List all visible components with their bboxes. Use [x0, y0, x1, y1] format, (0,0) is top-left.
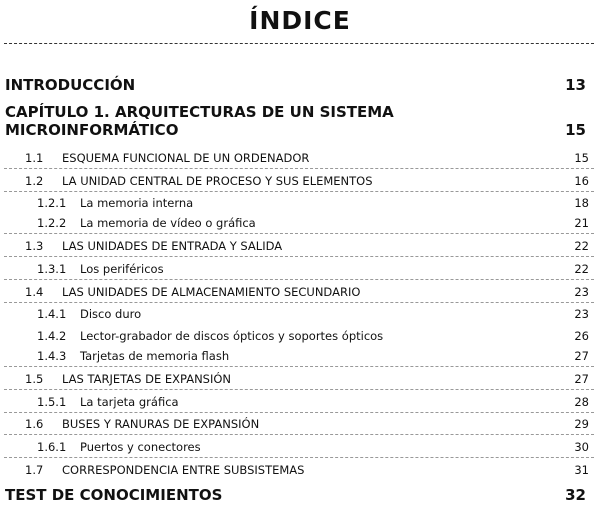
entry-divider	[4, 279, 594, 280]
toc-entry-text: Los periféricos	[80, 262, 164, 276]
toc-entry-page: 26	[574, 329, 589, 343]
toc-entry-page: 16	[574, 174, 589, 188]
toc-entry-1-3[interactable]	[25, 239, 589, 253]
toc-entry-number: 1.4	[25, 285, 44, 299]
toc-entry-1-7[interactable]	[25, 463, 589, 477]
toc-entry-page: 22	[574, 262, 589, 276]
toc-entry-page: 15	[565, 121, 586, 139]
toc-entry-text: TEST DE CONOCIMIENTOS	[5, 486, 223, 504]
toc-entry-1-6-1[interactable]	[37, 440, 589, 454]
toc-entry-number: 1.4.3	[37, 349, 67, 363]
entry-divider	[4, 256, 594, 257]
toc-entry-page: 31	[574, 463, 589, 477]
toc-entry-page: 23	[574, 285, 589, 299]
toc-entry-page: 15	[574, 151, 589, 165]
toc-entry-number: 1.5.1	[37, 395, 67, 409]
toc-entry-text: MICROINFORMÁTICO	[5, 121, 179, 139]
toc-entry-1-4[interactable]	[25, 285, 589, 299]
toc-entry-number: 1.2.2	[37, 216, 67, 230]
toc-entry-1-4-3[interactable]	[37, 349, 589, 363]
toc-entry-1-6[interactable]	[25, 417, 589, 431]
toc-entry-number: 1.3	[25, 239, 44, 253]
toc-entry-1-3-1[interactable]	[37, 262, 589, 276]
toc-entry-page: 21	[574, 216, 589, 230]
toc-entry-text: La tarjeta gráfica	[80, 395, 179, 409]
toc-entry-page: 13	[565, 76, 586, 94]
toc-entry-number: 1.4.2	[37, 329, 67, 343]
toc-entry-page: 23	[574, 307, 589, 321]
entry-divider	[4, 366, 594, 367]
toc-entry-page: 32	[565, 486, 586, 504]
entry-divider	[4, 434, 594, 435]
toc-entry-number: 1.1	[25, 151, 44, 165]
toc-entry-1-4-1[interactable]	[37, 307, 589, 321]
toc-entry-1-4-2[interactable]	[37, 329, 589, 343]
toc-entry-text: Tarjetas de memoria flash	[80, 349, 230, 363]
toc-entry-text: Lector-grabador de discos ópticos y soportes ópticos	[80, 329, 384, 343]
toc-entry-1-2-2[interactable]	[37, 216, 589, 230]
toc-entry-number: 1.4.1	[37, 307, 67, 321]
entry-divider	[4, 389, 594, 390]
toc-entry-text: La memoria de vídeo o gráfica	[80, 216, 256, 230]
toc-entry-number: 1.3.1	[37, 262, 67, 276]
toc-entry-1-1[interactable]	[25, 151, 589, 165]
toc-entry-page: 27	[574, 372, 589, 386]
toc-entry-page: 29	[574, 417, 589, 431]
entry-divider	[4, 457, 594, 458]
entry-divider	[4, 168, 594, 169]
toc-entry-text: La memoria interna	[80, 196, 194, 210]
toc-entry-text: INTRODUCCIÓN	[5, 76, 136, 94]
entry-divider	[4, 233, 594, 234]
toc-entry-chapter1-line1[interactable]: CAPÍTULO 1. ARQUITECTURAS DE UN SISTEMA	[5, 103, 394, 121]
title-divider	[4, 43, 594, 44]
toc-entry-chapter1[interactable]	[5, 121, 586, 139]
toc-entry-text: LAS TARJETAS DE EXPANSIÓN	[62, 372, 232, 386]
toc-entry-text: CORRESPONDENCIA ENTRE SUBSISTEMAS	[62, 463, 305, 477]
toc-entry-text: LA UNIDAD CENTRAL DE PROCESO Y SUS ELEMENTOS	[62, 174, 373, 188]
toc-entry-introduccion[interactable]	[5, 76, 586, 94]
toc-entry-page: 27	[574, 349, 589, 363]
index-title: ÍNDICE	[249, 6, 351, 35]
toc-entry-page: 30	[574, 440, 589, 454]
toc-entry-text: BUSES Y RANURAS DE EXPANSIÓN	[62, 417, 260, 431]
toc-entry-page: 28	[574, 395, 589, 409]
entry-divider	[4, 191, 594, 192]
toc-entry-test[interactable]	[5, 486, 586, 504]
toc-entry-page: 18	[574, 196, 589, 210]
toc-entry-number: 1.6.1	[37, 440, 67, 454]
toc-entry-text: Puertos y conectores	[80, 440, 201, 454]
entry-divider	[4, 302, 594, 303]
entry-divider	[4, 412, 594, 413]
toc-entry-number: 1.2.1	[37, 196, 67, 210]
toc-entry-number: 1.6	[25, 417, 44, 431]
toc-entry-text: LAS UNIDADES DE ENTRADA Y SALIDA	[62, 239, 283, 253]
toc-entry-1-5[interactable]	[25, 372, 589, 386]
toc-entry-1-2[interactable]	[25, 174, 589, 188]
toc-entry-1-5-1[interactable]	[37, 395, 589, 409]
toc-entry-number: 1.5	[25, 372, 44, 386]
toc-entry-text: Disco duro	[80, 307, 142, 321]
toc-entry-text: LAS UNIDADES DE ALMACENAMIENTO SECUNDARIO	[62, 285, 361, 299]
toc-entry-page: 22	[574, 239, 589, 253]
toc-entry-number: 1.7	[25, 463, 44, 477]
toc-entry-1-2-1[interactable]	[37, 196, 589, 210]
toc-entry-text: ESQUEMA FUNCIONAL DE UN ORDENADOR	[62, 151, 310, 165]
toc-entry-number: 1.2	[25, 174, 44, 188]
